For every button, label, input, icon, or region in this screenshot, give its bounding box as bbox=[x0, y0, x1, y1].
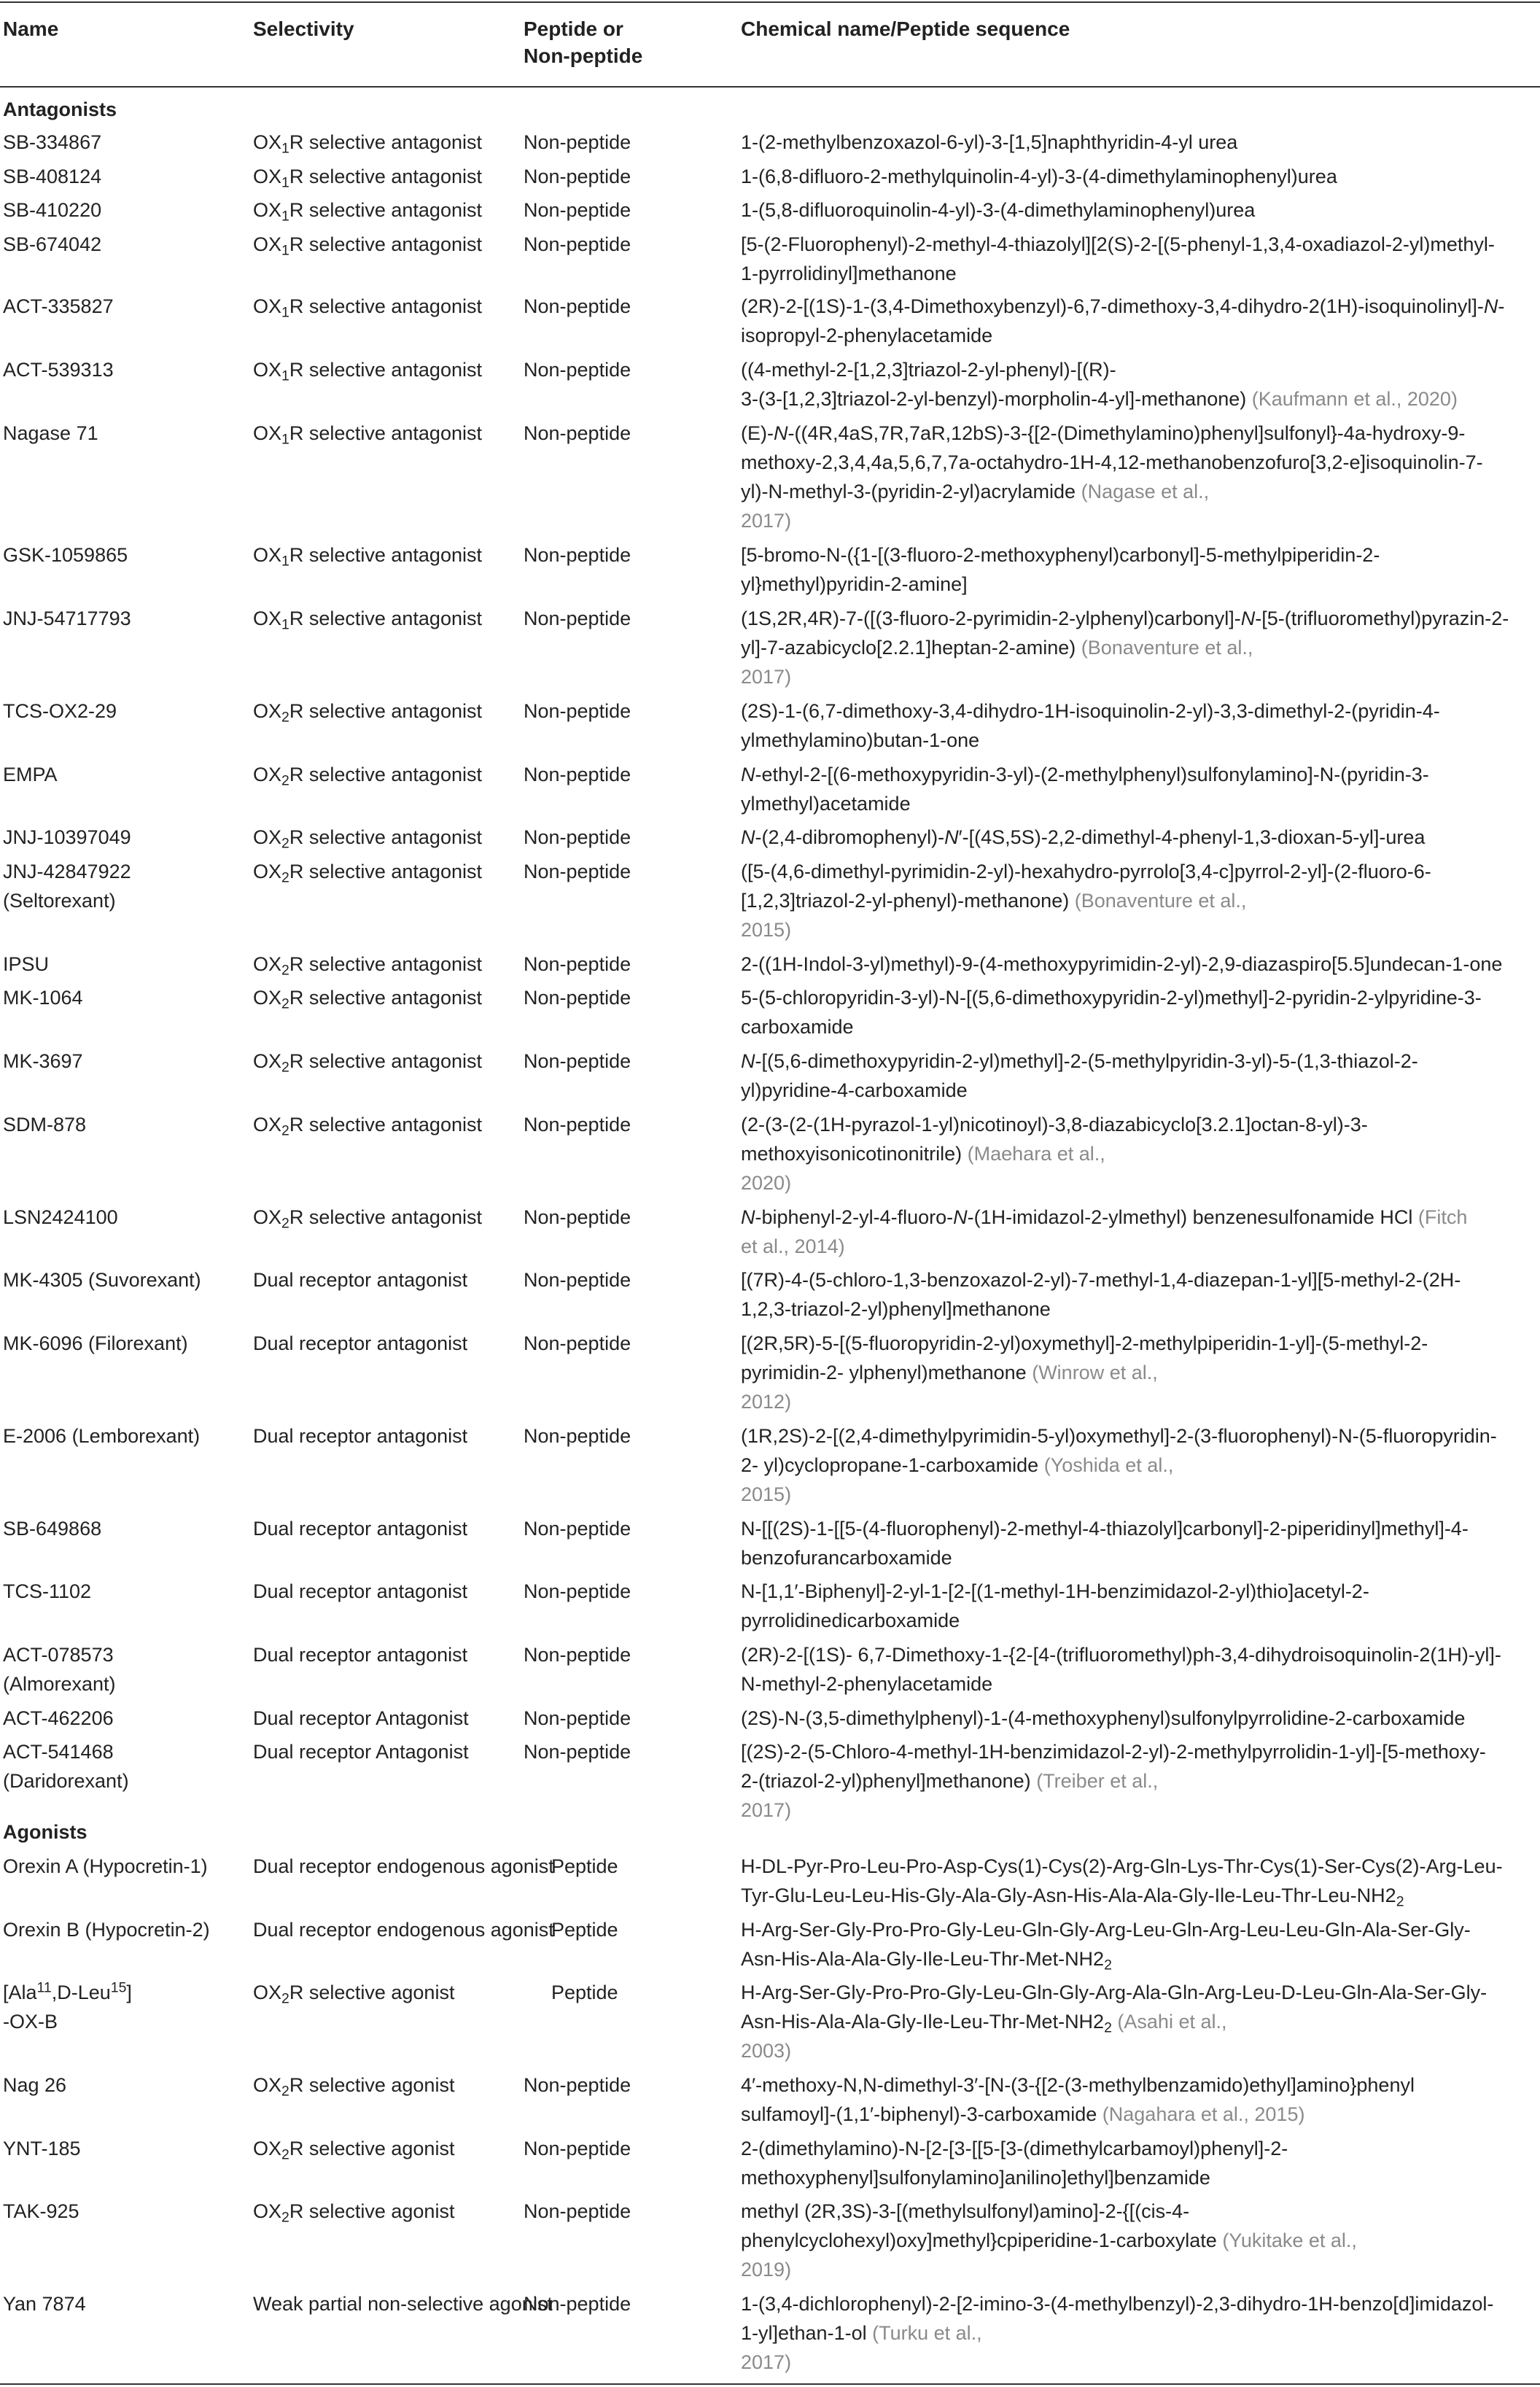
row-type: Non-peptide bbox=[524, 295, 631, 317]
row-chem-line: ((4-methyl-2-[1,2,3]triazol-2-yl-phenyl)-[(R)- bbox=[741, 359, 1116, 381]
citation-link[interactable]: (Bonaventure et al., bbox=[1081, 637, 1253, 659]
row-chem-line: 3-(3-[1,2,3]triazol-2-yl-benzyl)-morpholin-4-yl]-methanone) (Kaufmann et al., 2020) bbox=[741, 388, 1458, 410]
row-type: Non-peptide bbox=[524, 131, 631, 153]
row-chem-line: [5-(2-Fluorophenyl)-2-methyl-4-thiazolyl][2(S)-2-[(5-phenyl-1,3,4-oxadiazol-2-yl)methyl- bbox=[741, 233, 1495, 255]
row-chem-line: [5-bromo-N-({1-[(3-fluoro-2-methoxyphenyl)carbonyl]-5-methylpiperidin-2- bbox=[741, 544, 1380, 566]
row-chem-line: H-DL-Pyr-Pro-Leu-Pro-Asp-Cys(1)-Cys(2)-Arg-Gln-Lys-Thr-Cys(1)-Ser-Cys(2)-Arg-Leu- bbox=[741, 1855, 1503, 1877]
row-name: TCS-OX2-29 bbox=[3, 700, 117, 722]
row-name: MK-6096 (Filorexant) bbox=[3, 1332, 188, 1354]
row-selectivity: $OX_1R$ selective antagonist bbox=[253, 608, 482, 633]
row-name: Nagase 71 bbox=[3, 422, 98, 444]
header-type-line2: Non-peptide bbox=[524, 44, 643, 67]
row-selectivity: Dual receptor endogenous agonist bbox=[253, 1919, 554, 1941]
row-type: Non-peptide bbox=[524, 700, 631, 722]
row-type: Non-peptide bbox=[524, 544, 631, 566]
row-chem-line: [(2S)-2-(5-Chloro-4-methyl-1H-benzimidazol-2-yl)-2-methylpyrrolidin-1-yl]-[5-methoxy- bbox=[741, 1741, 1486, 1763]
row-chem-line: N-(2,4-dibromophenyl)-N′-[(4S,5S)-2,2-dimethyl-4-phenyl-1,3-dioxan-5-yl]-urea bbox=[741, 826, 1426, 848]
top-rule bbox=[0, 1, 1540, 3]
row-type: Peptide bbox=[551, 1982, 618, 2003]
row-type: Non-peptide bbox=[524, 1644, 631, 1666]
row-type: Non-peptide bbox=[524, 166, 631, 187]
citation-link[interactable]: 2017) bbox=[741, 510, 792, 532]
row-type: Non-peptide bbox=[524, 1050, 631, 1072]
row-selectivity: $OX_1R$ selective antagonist bbox=[253, 131, 482, 157]
row-chem-line: 1-yl]ethan-1-ol (Turku et al., bbox=[741, 2322, 982, 2344]
row-type: Peptide bbox=[551, 1919, 618, 1941]
row-name: SB-674042 bbox=[3, 233, 102, 255]
row-chem-line: (2S)-1-(6,7-dimethoxy-3,4-dihydro-1H-isoquinolin-2-yl)-3,3-dimethyl-2-(pyridin-4- bbox=[741, 700, 1440, 722]
row-chem-line: phenylcyclohexyl)oxy]methyl}cpiperidine-1-carboxylate (Yukitake et al., bbox=[741, 2229, 1357, 2251]
row-name: SB-334867 bbox=[3, 131, 102, 153]
row-chem-line: Asn-$His-Ala-Ala-Gly-Ile-Leu-Thr-Met-NH2_2$ bbox=[741, 1948, 1112, 1973]
row-name: Orexin B (Hypocretin-2) bbox=[3, 1919, 210, 1941]
row-type: Non-peptide bbox=[524, 1206, 631, 1228]
citation-link[interactable]: 2020) bbox=[741, 1172, 792, 1194]
row-selectivity: $OX_1R$ selective antagonist bbox=[253, 359, 482, 384]
row-type: Non-peptide bbox=[524, 1741, 631, 1763]
row-name: LSN2424100 bbox=[3, 1206, 118, 1228]
row-name: JNJ-10397049 bbox=[3, 826, 131, 848]
row-selectivity: Dual receptor endogenous agonist bbox=[253, 1855, 554, 1877]
row-name: ACT-462206 bbox=[3, 1707, 114, 1729]
citation-link[interactable]: 2017) bbox=[741, 1799, 792, 1821]
row-type: Non-peptide bbox=[524, 826, 631, 848]
row-chem-line: (1R,2S)-2-[(2,4-dimethylpyrimidin-5-yl)oxymethyl]-2-(3-fluorophenyl)-N-(5-fluoropyridin- bbox=[741, 1425, 1497, 1447]
row-selectivity: $OX_1R$ selective antagonist bbox=[253, 422, 482, 448]
row-chem-line: 2-(dimethylamino)-N-[2-[3-[[5-[3-(dimethylcarbamoyl)phenyl]-2- bbox=[741, 2138, 1288, 2159]
row-chem-line: H-Arg-Ser-Gly-Pro-Pro-Gly-Leu-Gln-Gly-Arg-Leu-Gln-Arg-Leu-Leu-Gln-Ala-Ser-Gly- bbox=[741, 1919, 1471, 1941]
row-chem-line: Tyr-$Glu-Leu-Leu-His-Gly-Ala-Gly-Asn-His-Ala-Ala-Gly-Ile-Leu-Thr-Leu-NH2_2$ bbox=[741, 1885, 1404, 1910]
row-name: ACT-335827 bbox=[3, 295, 114, 317]
row-chem-line: 2- yl)cyclopropane-1-carboxamide (Yoshida et al., bbox=[741, 1454, 1174, 1476]
row-name: TAK-925 bbox=[3, 2200, 79, 2222]
citation-link[interactable]: 2017) bbox=[741, 666, 792, 688]
row-name: MK-1064 bbox=[3, 987, 83, 1009]
row-chem-line: Asn-$His-Ala-Ala-Gly-Ile-Leu-Thr-Met-NH2_2$ (Asahi et al., bbox=[741, 2011, 1227, 2036]
citation-link[interactable]: 2003) bbox=[741, 2040, 792, 2062]
row-chem-line: (2-(3-(2-(1H-pyrazol-1-yl)nicotinoyl)-3,8-diazabicyclo[3.2.1]octan-8-yl)-3- bbox=[741, 1114, 1368, 1136]
row-name: (Daridorexant) bbox=[3, 1770, 129, 1792]
row-chem-line: yl)-N-methyl-3-(pyridin-2-yl)acrylamide (Nagase et al., bbox=[741, 481, 1210, 502]
row-chem-line: (E)-N-((4R,4aS,7R,7aR,12bS)-3-{[2-(Dimethylamino)phenyl]sulfonyl}-4a-hydroxy-9- bbox=[741, 422, 1466, 444]
row-chem-line: methoxyphenyl]sulfonylamino]anilino]ethyl]benzamide bbox=[741, 2167, 1210, 2189]
row-name: MK-3697 bbox=[3, 1050, 83, 1072]
row-selectivity: $OX_2R$ selective antagonist bbox=[253, 987, 482, 1012]
row-chem-line: yl}methyl)pyridin-2-amine] bbox=[741, 573, 968, 595]
row-name: TCS-1102 bbox=[3, 1580, 92, 1602]
bottom-rule bbox=[0, 2383, 1540, 2385]
row-type: Non-peptide bbox=[524, 359, 631, 381]
row-type: Non-peptide bbox=[524, 953, 631, 975]
row-chem-line: N-biphenyl-2-yl-4-fluoro-N-(1H-imidazol-2-ylmethyl) benzenesulfonamide HCl (Fitch bbox=[741, 1206, 1468, 1228]
row-chem-line: ylmethyl)acetamide bbox=[741, 793, 911, 815]
row-name: SDM-878 bbox=[3, 1114, 87, 1136]
row-type: Peptide bbox=[551, 1855, 618, 1877]
row-chem-line: methoxyisonicotinonitrile) (Maehara et al., bbox=[741, 1143, 1105, 1165]
row-name: IPSU bbox=[3, 953, 50, 975]
row-type: Non-peptide bbox=[524, 1580, 631, 1602]
row-type: Non-peptide bbox=[524, 2293, 631, 2315]
row-selectivity: Dual receptor antagonist bbox=[253, 1425, 468, 1447]
row-name: (Seltorexant) bbox=[3, 890, 116, 912]
citation-link[interactable]: 2015) bbox=[741, 1483, 792, 1505]
citation-link[interactable]: 2017) bbox=[741, 2351, 792, 2373]
row-selectivity: Dual receptor antagonist bbox=[253, 1332, 468, 1354]
header-selectivity: Selectivity bbox=[253, 18, 354, 40]
row-name: -OX-B bbox=[3, 2011, 58, 2033]
row-chem-line: 1-pyrrolidinyl]methanone bbox=[741, 263, 957, 284]
row-selectivity: $OX_2R$ selective antagonist bbox=[253, 826, 482, 852]
row-chem-line: 1,2,3-triazol-2-yl)phenyl]methanone bbox=[741, 1298, 1051, 1320]
row-chem-line: yl]-7-azabicyclo[2.2.1]heptan-2-amine) (Bonaventure et al., bbox=[741, 637, 1253, 659]
row-type: Non-peptide bbox=[524, 1114, 631, 1136]
row-chem-line: N-methyl-2-phenylacetamide bbox=[741, 1673, 993, 1695]
row-selectivity: $OX_2R$ selective antagonist bbox=[253, 764, 482, 789]
row-name: Yan 7874 bbox=[3, 2293, 86, 2315]
row-chem-line: [1,2,3]triazol-2-yl-phenyl)-methanone) (Bonaventure et al., bbox=[741, 890, 1247, 912]
citation-link[interactable]: 2019) bbox=[741, 2259, 792, 2281]
row-name: ACT-539313 bbox=[3, 359, 114, 381]
citation-link[interactable]: (Yoshida et al., bbox=[1043, 1454, 1174, 1476]
citation-link[interactable]: (Bonaventure et al., bbox=[1074, 890, 1247, 912]
row-name: GSK-1059865 bbox=[3, 544, 128, 566]
row-chem-line: 1-(6,8-difluoro-2-methylquinolin-4-yl)-3-(4-dimethylaminophenyl)urea bbox=[741, 166, 1337, 187]
row-chem-line: (1S,2R,4R)-7-([(3-fluoro-2-pyrimidin-2-ylphenyl)carbonyl]-N-[5-(trifluoromethyl)pyrazin-2- bbox=[741, 608, 1509, 629]
row-type: Non-peptide bbox=[524, 1425, 631, 1447]
row-chem-line: 4′-methoxy-N,N-dimethyl-3′-[N-(3-{[2-(3-methylbenzamido)ethyl]amino}phenyl bbox=[741, 2074, 1415, 2096]
row-chem-line: [(2R,5R)-5-[(5-fluoropyridin-2-yl)oxymethyl]-2-methylpiperidin-1-yl]-(5-methyl-2- bbox=[741, 1332, 1428, 1354]
row-selectivity: Dual receptor antagonist bbox=[253, 1644, 468, 1666]
row-chem-line: yl)pyridine-4-carboxamide bbox=[741, 1079, 968, 1101]
row-selectivity: $OX_2R$ selective antagonist bbox=[253, 953, 482, 979]
row-chem-line: 1-(3,4-dichlorophenyl)-2-[2-imino-3-(4-methylbenzyl)-2,3-dihydro-1H-benzo[d]imidazol- bbox=[741, 2293, 1494, 2315]
row-name: JNJ-42847922 bbox=[3, 861, 131, 882]
row-chem-line: [(7R)-4-(5-chloro-1,3-benzoxazol-2-yl)-7-methyl-1,4-diazepan-1-yl][5-methyl-2-(2H- bbox=[741, 1269, 1461, 1291]
row-name: EMPA bbox=[3, 764, 58, 785]
row-chem-line: H-Arg-Ser-Gly-Pro-Pro-Gly-Leu-Gln-Gly-Arg-Ala-Gln-Arg-Leu-D-Leu-Gln-Ala-Ser-Gly- bbox=[741, 1982, 1488, 2003]
row-type: Non-peptide bbox=[524, 422, 631, 444]
row-name: (Almorexant) bbox=[3, 1673, 116, 1695]
row-type: Non-peptide bbox=[524, 1332, 631, 1354]
row-name: E-2006 (Lemborexant) bbox=[3, 1425, 201, 1447]
citation-link[interactable]: (Nagase et al., bbox=[1081, 481, 1210, 502]
row-type: Non-peptide bbox=[524, 1707, 631, 1729]
row-selectivity: $OX_2R$ selective antagonist bbox=[253, 700, 482, 726]
row-selectivity: $OX_2R$ selective antagonist bbox=[253, 1114, 482, 1139]
row-chem-line: N-[[(2S)-1-[[5-(4-fluorophenyl)-2-methyl-4-thiazolyl]carbonyl]-2-piperidinyl]methyl]-4- bbox=[741, 1518, 1469, 1540]
row-selectivity: $OX_2R$ selective antagonist bbox=[253, 1206, 482, 1232]
row-name: SB-408124 bbox=[3, 166, 102, 187]
row-chem-line: 1-(2-methylbenzoxazol-6-yl)-3-[1,5]naphthyridin-4-yl urea bbox=[741, 131, 1238, 153]
row-chem-line: methoxy-2,3,4,4a,5,6,7,7a-octahydro-1H-4,12-methanobenzofuro[3,2-e]isoquinolin-7- bbox=[741, 451, 1483, 473]
row-name: SB-649868 bbox=[3, 1518, 102, 1540]
row-chem-line: 5-(5-chloropyridin-3-yl)-N-[(5,6-dimethoxypyridin-2-yl)methyl]-2-pyridin-2-ylpyridine-3- bbox=[741, 987, 1482, 1009]
row-chem-line: (2R)-2-[(1S)-1-(3,4-Dimethoxybenzyl)-6,7-dimethoxy-3,4-dihydro-2(1H)-isoquinolinyl]-N- bbox=[741, 295, 1505, 317]
row-chem-line: methyl (2R,3S)-3-[(methylsulfonyl)amino]-2-{[(cis-4- bbox=[741, 2200, 1190, 2222]
row-name: YNT-185 bbox=[3, 2138, 81, 2159]
row-selectivity: $OX_2R$ selective agonist bbox=[253, 2138, 455, 2163]
row-selectivity: $OX_1R$ selective antagonist bbox=[253, 233, 482, 259]
row-name: ACT-078573 bbox=[3, 1644, 114, 1666]
header-chemical-name: Chemical name/Peptide sequence bbox=[741, 18, 1070, 40]
row-selectivity: Dual receptor antagonist bbox=[253, 1580, 468, 1602]
citation-link[interactable]: (Asahi et al., bbox=[1117, 2011, 1227, 2033]
row-selectivity: $OX_2R$ selective antagonist bbox=[253, 861, 482, 886]
row-selectivity: $OX_1R$ selective antagonist bbox=[253, 166, 482, 191]
row-type: Non-peptide bbox=[524, 2200, 631, 2222]
citation-link[interactable]: (Fitch bbox=[1418, 1206, 1468, 1228]
row-type: Non-peptide bbox=[524, 608, 631, 629]
row-type: Non-peptide bbox=[524, 233, 631, 255]
citation-link[interactable]: (Nagahara et al., 2015) bbox=[1102, 2103, 1305, 2125]
row-type: Non-peptide bbox=[524, 764, 631, 785]
citation-link[interactable]: (Turku et al., bbox=[872, 2322, 982, 2344]
row-chem-line: 2-((1H-Indol-3-yl)methyl)-9-(4-methoxypyrimidin-2-yl)-2,9-diazaspiro[5.5]undecan-1-one bbox=[741, 953, 1503, 975]
row-type: Non-peptide bbox=[524, 861, 631, 882]
section-antagonists: Antagonists bbox=[3, 98, 117, 120]
row-type: Non-peptide bbox=[524, 1269, 631, 1291]
row-name: Orexin A (Hypocretin-1) bbox=[3, 1855, 208, 1877]
row-selectivity: $OX_2R$ selective agonist bbox=[253, 2200, 455, 2226]
row-selectivity: $OX_1R$ selective antagonist bbox=[253, 295, 482, 321]
row-name: ACT-541468 bbox=[3, 1741, 114, 1763]
row-selectivity: $OX_2R$ selective antagonist bbox=[253, 1050, 482, 1076]
row-chem-line: N-[1,1′-Biphenyl]-2-yl-1-[2-[(1-methyl-1H-benzimidazol-2-yl)thio]acetyl-2- bbox=[741, 1580, 1369, 1602]
citation-link[interactable]: 2015) bbox=[741, 919, 792, 941]
row-type: Non-peptide bbox=[524, 987, 631, 1009]
row-type: Non-peptide bbox=[524, 199, 631, 221]
row-chem-line: pyrimidin-2- ylphenyl)methanone (Winrow et al., bbox=[741, 1362, 1158, 1383]
row-chem-line: isopropyl-2-phenylacetamide bbox=[741, 325, 993, 346]
header-rule bbox=[0, 86, 1540, 88]
citation-link[interactable]: (Yukitake et al., bbox=[1222, 2229, 1357, 2251]
citation-link[interactable]: et al., 2014) bbox=[741, 1235, 845, 1257]
citation-link[interactable]: (Kaufmann et al., 2020) bbox=[1251, 388, 1458, 410]
row-chem-line: pyrrolidinedicarboxamide bbox=[741, 1610, 960, 1631]
row-selectivity: Dual receptor Antagonist bbox=[253, 1707, 469, 1729]
citation-link[interactable]: (Winrow et al., bbox=[1032, 1362, 1158, 1383]
row-selectivity: $OX_2R$ selective agonist bbox=[253, 2074, 455, 2100]
row-name: JNJ-54717793 bbox=[3, 608, 131, 629]
row-chem-line: benzofurancarboxamide bbox=[741, 1547, 952, 1569]
row-chem-line: 2-(triazol-2-yl)phenyl]methanone) (Treiber et al., bbox=[741, 1770, 1159, 1792]
row-chem-line: (2S)-N-(3,5-dimethylphenyl)-1-(4-methoxyphenyl)sulfonylpyrrolidine-2-carboxamide bbox=[741, 1707, 1466, 1729]
row-selectivity: $OX_2R$ selective agonist bbox=[253, 1982, 455, 2007]
row-selectivity: $OX_1R$ selective antagonist bbox=[253, 199, 482, 225]
citation-link[interactable]: 2012) bbox=[741, 1391, 792, 1413]
section-agonists: Agonists bbox=[3, 1821, 88, 1843]
row-chem-line: 1-(5,8-difluoroquinolin-4-yl)-3-(4-dimethylaminophenyl)urea bbox=[741, 199, 1256, 221]
row-name: SB-410220 bbox=[3, 199, 102, 221]
row-chem-line: sulfamoyl]-(1,1′-biphenyl)-3-carboxamide (Nagahara et al., 2015) bbox=[741, 2103, 1305, 2125]
row-selectivity: Dual receptor Antagonist bbox=[253, 1741, 469, 1763]
row-chem-line: N-[(5,6-dimethoxypyridin-2-yl)methyl]-2-(5-methylpyridin-3-yl)-5-(1,3-thiazol-2- bbox=[741, 1050, 1418, 1072]
row-chem-line: (2R)-2-[(1S)- 6,7-Dimethoxy-1-{2-[4-(trifluoromethyl)ph-3,4-dihydroisoquinolin-2(1H)-yl]- bbox=[741, 1644, 1501, 1666]
citation-link[interactable]: (Maehara et al., bbox=[967, 1143, 1105, 1165]
row-selectivity: $OX_1R$ selective antagonist bbox=[253, 544, 482, 570]
header-name: Name bbox=[3, 18, 59, 40]
row-chem-line: ([5-(4,6-dimethyl-pyrimidin-2-yl)-hexahydro-pyrrolo[3,4-c]pyrrol-2-yl]-(2-fluoro-6- bbox=[741, 861, 1431, 882]
row-name: Nag 26 bbox=[3, 2074, 67, 2096]
row-name: MK-4305 (Suvorexant) bbox=[3, 1269, 201, 1291]
row-chem-line: N-ethyl-2-[(6-methoxypyridin-3-yl)-(2-methylphenyl)sulfonylamino]-N-(pyridin-3- bbox=[741, 764, 1429, 785]
row-type: Non-peptide bbox=[524, 2074, 631, 2096]
row-selectivity: Dual receptor antagonist bbox=[253, 1518, 468, 1540]
row-selectivity: Weak partial non-selective agonist bbox=[253, 2293, 553, 2315]
row-type: Non-peptide bbox=[524, 1518, 631, 1540]
row-type: Non-peptide bbox=[524, 2138, 631, 2159]
row-name: [Ala$^{11}$,D-Leu$^{15}$] bbox=[3, 1979, 132, 2003]
row-chem-line: ylmethylamino)butan-1-one bbox=[741, 729, 980, 751]
header-type-line1: Peptide or bbox=[524, 18, 623, 40]
row-selectivity: Dual receptor antagonist bbox=[253, 1269, 468, 1291]
row-chem-line: carboxamide bbox=[741, 1016, 854, 1038]
citation-link[interactable]: (Treiber et al., bbox=[1036, 1770, 1159, 1792]
